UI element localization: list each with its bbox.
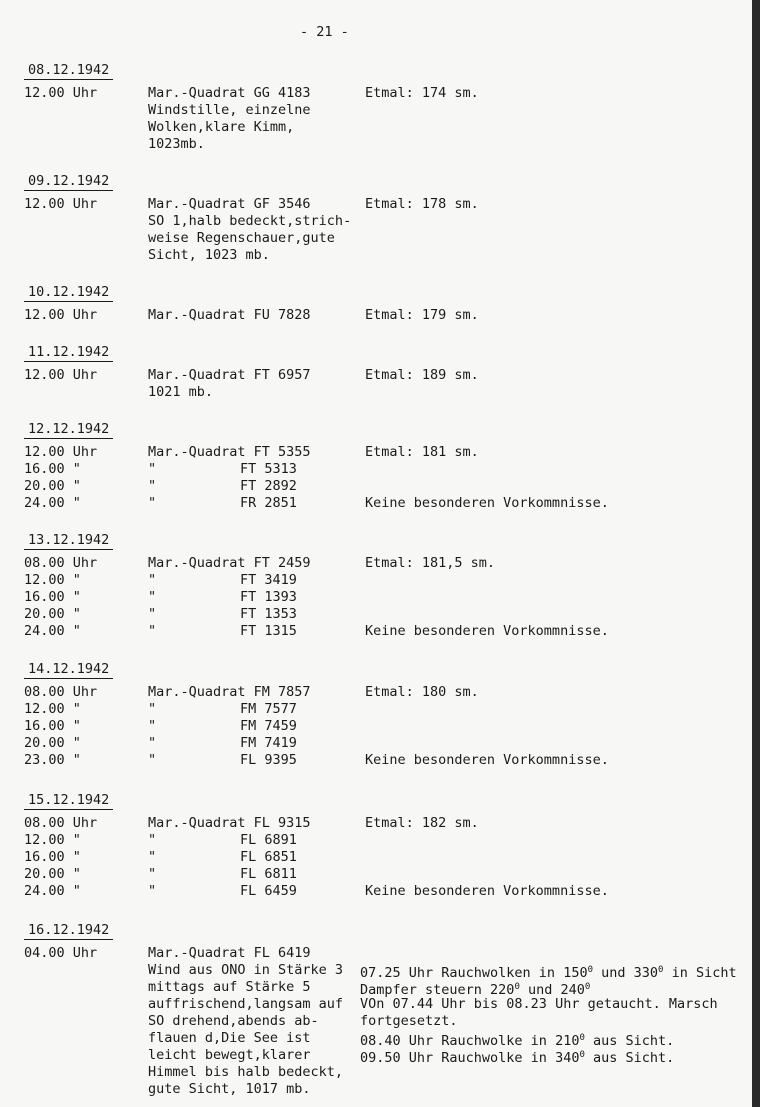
row-grid-code: FM 7419 — [240, 735, 297, 751]
row-time: 24.00 " — [24, 883, 81, 899]
page-edge-shadow — [752, 0, 760, 1107]
entry-date: 15.12.1942 — [24, 792, 113, 810]
weather-line: Wind aus ONO in Stärke 3 — [148, 962, 344, 978]
row-time: 16.00 " — [24, 849, 81, 865]
row-note: Etmal: 181 sm. — [365, 444, 479, 460]
row-time: 12.00 " — [24, 572, 81, 588]
row-grid-code: FM 7577 — [240, 701, 297, 717]
row-grid-code: FL 6851 — [240, 849, 297, 865]
row-note: Etmal: 174 sm. — [365, 85, 479, 101]
event-line: fortgesetzt. — [360, 1013, 458, 1029]
entry-date: 09.12.1942 — [24, 173, 113, 191]
row-grid-code: FM 7459 — [240, 718, 297, 734]
weather-line: Windstille, einzelne — [148, 102, 311, 118]
weather-line: 1023mb. — [148, 136, 205, 152]
row-position: Mar.-Quadrat FL 9315 — [148, 815, 311, 831]
ditto-mark: " — [148, 589, 157, 605]
row-position: Mar.-Quadrat FT 2459 — [148, 555, 311, 571]
row-time: 04.00 Uhr — [24, 945, 98, 961]
row-grid-code: FL 6811 — [240, 866, 297, 882]
ditto-mark: " — [148, 883, 157, 899]
weather-line: auffrischend,langsam auf — [148, 996, 344, 1012]
row-note: Keine besonderen Vorkommnisse. — [365, 623, 609, 639]
row-time: 24.00 " — [24, 495, 81, 511]
ditto-mark: " — [148, 752, 157, 768]
weather-line: Himmel bis halb bedeckt, — [148, 1064, 344, 1080]
weather-line: Wolken,klare Kimm, — [148, 119, 295, 135]
row-time: 12.00 Uhr — [24, 196, 98, 212]
entry-date: 10.12.1942 — [24, 284, 113, 302]
row-time: 20.00 " — [24, 606, 81, 622]
weather-line: gute Sicht, 1017 mb. — [148, 1081, 311, 1097]
row-note: Etmal: 189 sm. — [365, 367, 479, 383]
ditto-mark: " — [148, 849, 157, 865]
ditto-mark: " — [148, 495, 157, 511]
weather-line: SO drehend,abends ab- — [148, 1013, 319, 1029]
row-time: 16.00 " — [24, 718, 81, 734]
row-position: Mar.-Quadrat GF 3546 — [148, 196, 311, 212]
weather-line: Sicht, 1023 mb. — [148, 247, 270, 263]
event-line: Dampfer steuern $220^0$ und $240^0$ — [360, 982, 591, 998]
row-grid-code: FL 6891 — [240, 832, 297, 848]
row-grid-code: FR 2851 — [240, 495, 297, 511]
row-position: Mar.-Quadrat FM 7857 — [148, 684, 311, 700]
row-time: 12.00 Uhr — [24, 444, 98, 460]
ditto-mark: " — [148, 461, 157, 477]
row-time: 08.00 Uhr — [24, 815, 98, 831]
row-note: Etmal: 178 sm. — [365, 196, 479, 212]
row-time: 24.00 " — [24, 623, 81, 639]
event-line: VOn 07.44 Uhr bis 08.23 Uhr getaucht. Marsch — [360, 996, 718, 1012]
row-time: 20.00 " — [24, 735, 81, 751]
ditto-mark: " — [148, 478, 157, 494]
page-number: - 21 - — [300, 24, 349, 40]
row-grid-code: FT 1353 — [240, 606, 297, 622]
row-position: Mar.-Quadrat FU 7828 — [148, 307, 311, 323]
row-position: Mar.-Quadrat FL 6419 — [148, 945, 311, 961]
ditto-mark: " — [148, 718, 157, 734]
row-time: 12.00 Uhr — [24, 85, 98, 101]
entry-date: 13.12.1942 — [24, 532, 113, 550]
row-time: 12.00 " — [24, 832, 81, 848]
row-time: 12.00 " — [24, 701, 81, 717]
row-grid-code: FL 6459 — [240, 883, 297, 899]
entry-date: 14.12.1942 — [24, 661, 113, 679]
row-grid-code: FL 9395 — [240, 752, 297, 768]
row-grid-code: FT 3419 — [240, 572, 297, 588]
event-line: 08.40 Uhr Rauchwolke in $210^0$ aus Sicht. — [360, 1033, 675, 1049]
weather-line: leicht bewegt,klarer — [148, 1047, 311, 1063]
ditto-mark: " — [148, 606, 157, 622]
row-time: 12.00 Uhr — [24, 307, 98, 323]
entry-date: 12.12.1942 — [24, 421, 113, 439]
row-note: Keine besonderen Vorkommnisse. — [365, 883, 609, 899]
weather-line: flauen d,Die See ist — [148, 1030, 311, 1046]
ditto-mark: " — [148, 623, 157, 639]
row-grid-code: FT 2892 — [240, 478, 297, 494]
ditto-mark: " — [148, 735, 157, 751]
row-note: Etmal: 179 sm. — [365, 307, 479, 323]
row-time: 12.00 Uhr — [24, 367, 98, 383]
row-grid-code: FT 1315 — [240, 623, 297, 639]
ditto-mark: " — [148, 572, 157, 588]
weather-line: weise Regenschauer,gute — [148, 230, 335, 246]
weather-line: mittags auf Stärke 5 — [148, 979, 311, 995]
row-note: Keine besonderen Vorkommnisse. — [365, 752, 609, 768]
row-time: 20.00 " — [24, 866, 81, 882]
row-time: 08.00 Uhr — [24, 555, 98, 571]
row-note: Etmal: 180 sm. — [365, 684, 479, 700]
row-position: Mar.-Quadrat GG 4183 — [148, 85, 311, 101]
row-time: 16.00 " — [24, 461, 81, 477]
row-position: Mar.-Quadrat FT 5355 — [148, 444, 311, 460]
ditto-mark: " — [148, 832, 157, 848]
row-note: Keine besonderen Vorkommnisse. — [365, 495, 609, 511]
weather-line: SO 1,halb bedeckt,strich- — [148, 213, 352, 229]
row-time: 16.00 " — [24, 589, 81, 605]
row-note: Etmal: 182 sm. — [365, 815, 479, 831]
ditto-mark: " — [148, 701, 157, 717]
row-grid-code: FT 1393 — [240, 589, 297, 605]
entry-date: 08.12.1942 — [24, 62, 113, 80]
weather-line: 1021 mb. — [148, 384, 214, 400]
event-line: 07.25 Uhr Rauchwolken in $150^0$ und $330^0$ in Sicht — [360, 965, 737, 981]
entry-date: 16.12.1942 — [24, 922, 113, 940]
entry-date: 11.12.1942 — [24, 344, 113, 362]
row-position: Mar.-Quadrat FT 6957 — [148, 367, 311, 383]
row-time: 08.00 Uhr — [24, 684, 98, 700]
row-time: 23.00 " — [24, 752, 81, 768]
event-line: 09.50 Uhr Rauchwolke in $340^0$ aus Sicht. — [360, 1050, 675, 1066]
row-note: Etmal: 181,5 sm. — [365, 555, 496, 571]
row-time: 20.00 " — [24, 478, 81, 494]
ditto-mark: " — [148, 866, 157, 882]
row-grid-code: FT 5313 — [240, 461, 297, 477]
